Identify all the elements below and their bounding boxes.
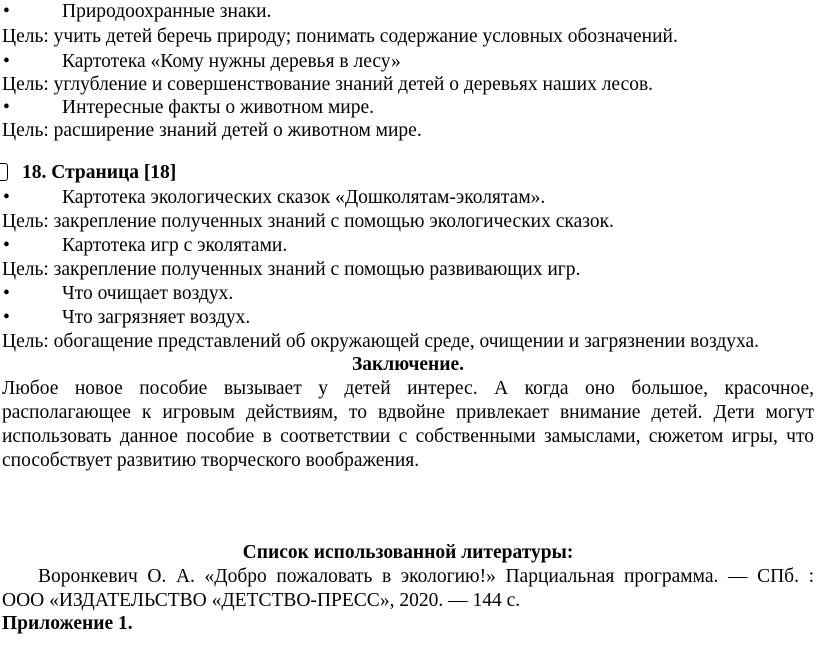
conclusion-line: Любое новое пособие вызывает у детей интерес. А когда оно большое, красочное, bbox=[2, 378, 814, 399]
goal-text: Цель: расширение знаний детей о животном мире. bbox=[2, 120, 422, 141]
list-item-text: Интересные факты о животном мире. bbox=[62, 97, 375, 118]
goal-text: Цель: учить детей беречь природу; понимать содержание условных обозначений. bbox=[2, 26, 678, 47]
page-heading: 18. Страница [18] bbox=[22, 162, 177, 183]
list-item-text: Картотека экологических сказок «Дошколятам-эколятам». bbox=[62, 187, 546, 208]
conclusion-line: использовать данное пособие в соответствии с собственными замыслами, сюжетом игры, что bbox=[2, 426, 814, 447]
list-item bbox=[2, 186, 814, 210]
list-item bbox=[2, 50, 814, 74]
list-item-text: Что загрязняет воздух. bbox=[62, 307, 251, 328]
conclusion-line: располагающее к игровым действиям, то вдвойне привлекает внимание детей. Дети могут bbox=[2, 402, 814, 423]
appendix-title: Приложение 1. bbox=[2, 613, 133, 634]
reference-line: ООО «ИЗДАТЕЛЬСТВО «ДЕТСТВО-ПРЕСС», 2020. — 144 с. bbox=[2, 590, 521, 611]
list-item bbox=[2, 234, 814, 258]
page-marker-icon bbox=[0, 163, 8, 181]
goal-text: Цель: закрепление полученных знаний с помощью развивающих игр. bbox=[2, 259, 581, 280]
goal-text: Цель: углубление и совершенствование знаний детей о деревьях наших лесов. bbox=[2, 74, 654, 95]
bullet-icon: • bbox=[3, 1, 10, 22]
bullet-icon: • bbox=[3, 307, 10, 328]
conclusion-line: способствует развитию творческого воображения. bbox=[2, 450, 420, 471]
list-item-text: Картотека игр с эколятами. bbox=[62, 235, 288, 256]
goal-text: Цель: закрепление полученных знаний с помощью экологических сказок. bbox=[2, 211, 614, 232]
list-item bbox=[2, 96, 814, 120]
list-item bbox=[2, 306, 814, 330]
references-title: Список использованной литературы: bbox=[242, 542, 574, 563]
bullet-icon: • bbox=[3, 51, 10, 72]
bullet-icon: • bbox=[3, 187, 10, 208]
list-item bbox=[2, 0, 814, 24]
reference-line: Воронкевич О. А. «Добро пожаловать в экологию!» Парциальная программа. — СПб. : bbox=[38, 566, 814, 587]
bullet-icon: • bbox=[3, 283, 10, 304]
list-item bbox=[2, 282, 814, 306]
list-item-text: Что очищает воздух. bbox=[62, 283, 234, 304]
conclusion-title: Заключение. bbox=[351, 354, 465, 375]
list-item-text: Природоохранные знаки. bbox=[62, 1, 272, 22]
bullet-icon: • bbox=[3, 97, 10, 118]
list-item-text: Картотека «Кому нужны деревья в лесу» bbox=[62, 51, 401, 72]
goal-text: Цель: обогащение представлений об окружающей среде, очищении и загрязнении воздуха. bbox=[2, 331, 760, 352]
bullet-icon: • bbox=[3, 235, 10, 256]
